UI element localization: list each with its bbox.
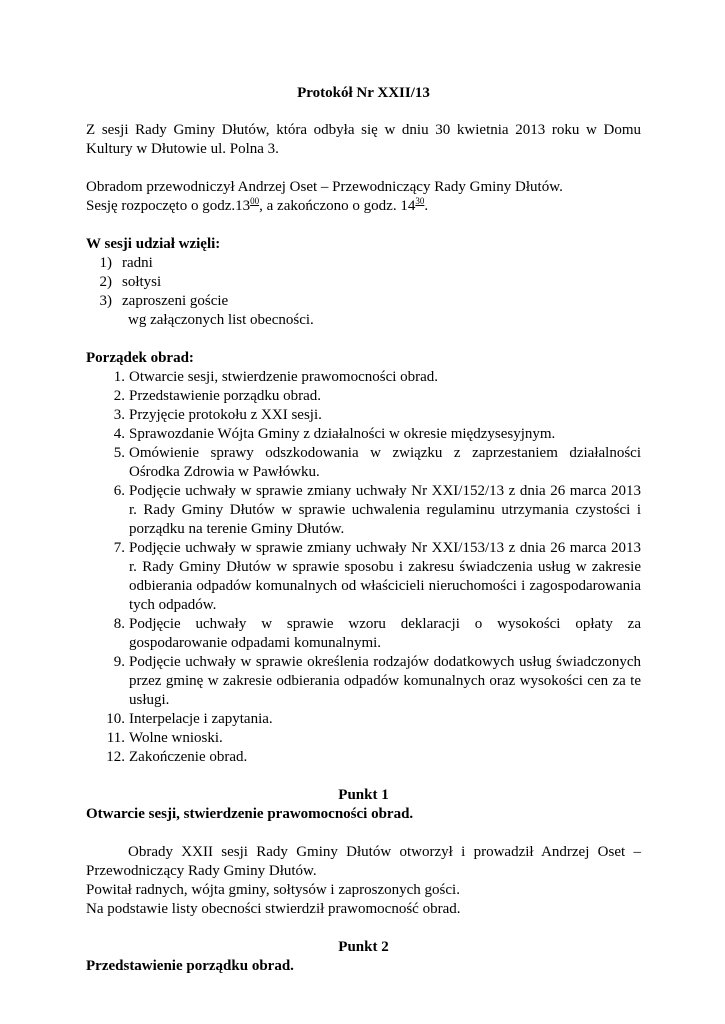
agenda-item-text: Interpelacje i zapytania. <box>129 711 273 727</box>
document-title: Protokół Nr XXII/13 <box>297 85 430 101</box>
participant-item-number: 1) <box>99 255 112 271</box>
participant-item-text: radni <box>122 255 153 271</box>
agenda-item-text: Przedstawienie porządku obrad. <box>129 388 322 404</box>
agenda-item-text: Podjęcie uchwały w sprawie wzoru deklaracji o wysokości opłaty za gospodarowanie odpadami komunalnymi. <box>129 616 641 651</box>
session-end-text: , a zakończono o godz. 14 <box>259 198 416 214</box>
agenda-heading: Porządek obrad: <box>86 350 194 366</box>
punkt2-label: Punkt 2 <box>338 939 389 955</box>
agenda-item-text: Podjęcie uchwały w sprawie zmiany uchwały Nr XXI/152/13 z dnia 26 marca 2013 r. Rady Gminy Dłutów w sprawie uchwalenia regulaminu utrzymania czystości i porządku na terenie Gminy Dłutów. <box>129 483 641 537</box>
agenda-item-number: 11. <box>106 730 125 746</box>
agenda-item <box>86 425 641 444</box>
punkt1-greeting-line: Powitał radnych, wójta gminy, sołtysów i zaproszonych gości. <box>86 882 460 898</box>
participant-item-text: zaproszeni goście <box>122 293 229 309</box>
agenda-item-text: Podjęcie uchwały w sprawie zmiany uchwały Nr XXI/153/13 z dnia 26 marca 2013 r. Rady Gminy Dłutów w sprawie sposobu i zakresu świadczenia usług w zakresie odbierania odpadów komunalnych od właścicieli nieruchomości i zagospodarowania tych odpadów. <box>129 540 641 613</box>
punkt1-quorum-line: Na podstawie listy obecności stwierdził prawomocność obrad. <box>86 901 461 917</box>
agenda-item-number: 3. <box>113 407 125 423</box>
session-time-line <box>86 197 641 216</box>
participants-note: wg załączonych list obecności. <box>128 312 314 328</box>
session-time-suffix: . <box>424 198 429 214</box>
agenda-item-number: 6. <box>113 483 125 499</box>
agenda-item-number: 10. <box>106 711 125 727</box>
agenda-item-number: 9. <box>113 654 125 670</box>
agenda-item-text: Otwarcie sesji, stwierdzenie prawomocności obrad. <box>129 369 439 385</box>
agenda-item-number: 1. <box>113 369 125 385</box>
session-end-minutes: 30 <box>415 196 425 206</box>
agenda-item <box>86 710 641 729</box>
punkt1-paragraph: Obrady XXII sesji Rady Gminy Dłutów otworzył i prowadził Andrzej Oset – Przewodniczący Rady Gminy Dłutów. <box>86 844 641 879</box>
agenda-item <box>86 482 641 539</box>
agenda-item <box>86 653 641 710</box>
participant-item-text: sołtysi <box>122 274 162 290</box>
participants-heading: W sesji udział wzięli: <box>86 236 221 252</box>
agenda-item-text: Sprawozdanie Wójta Gminy z działalności w okresie międzysesyjnym. <box>129 426 556 442</box>
agenda-item-text: Omówienie sprawy odszkodowania w związku z zaprzestaniem działalności Ośrodka Zdrowia w Pawłówku. <box>129 445 641 480</box>
participants-list <box>86 254 641 311</box>
agenda-item <box>86 368 641 387</box>
agenda-item-number: 8. <box>113 616 125 632</box>
agenda-item <box>86 539 641 615</box>
agenda-item <box>86 387 641 406</box>
agenda-item-number: 7. <box>113 540 125 556</box>
participant-item <box>86 292 641 311</box>
participant-item <box>86 254 641 273</box>
agenda-item-number: 5. <box>113 445 125 461</box>
agenda-item <box>86 729 641 748</box>
agenda-item-text: Podjęcie uchwały w sprawie określenia rodzajów dodatkowych usług świadczonych przez gminę w zakresie odbierania odpadów komunalnych oraz wysokości cen za te usługi. <box>129 654 641 708</box>
document-page <box>86 84 641 976</box>
agenda-item <box>86 615 641 653</box>
punkt2-heading: Przedstawienie porządku obrad. <box>86 958 294 974</box>
agenda-item-text: Zakończenie obrad. <box>129 749 248 765</box>
chair-line: Obradom przewodniczył Andrzej Oset – Przewodniczący Rady Gminy Dłutów. <box>86 179 563 195</box>
agenda-item <box>86 406 641 425</box>
punkt1-heading: Otwarcie sesji, stwierdzenie prawomocności obrad. <box>86 806 414 822</box>
intro-paragraph: Z sesji Rady Gminy Dłutów, która odbyła się w dniu 30 kwietnia 2013 roku w Domu Kultury w Dłutowie ul. Polna 3. <box>86 122 641 157</box>
punkt1-label: Punkt 1 <box>338 787 389 803</box>
agenda-item-number: 4. <box>113 426 125 442</box>
participant-item-number: 3) <box>99 293 112 309</box>
participant-item <box>86 273 641 292</box>
agenda-item-text: Przyjęcie protokołu z XXI sesji. <box>129 407 322 423</box>
agenda-list <box>86 368 641 767</box>
agenda-item <box>86 748 641 767</box>
agenda-item-text: Wolne wnioski. <box>129 730 223 746</box>
agenda-item <box>86 444 641 482</box>
agenda-item-number: 12. <box>106 749 125 765</box>
agenda-item-number: 2. <box>113 388 125 404</box>
participant-item-number: 2) <box>99 274 112 290</box>
session-start-minutes: 00 <box>250 196 260 206</box>
session-start-text: Sesję rozpoczęto o godz.13 <box>86 198 251 214</box>
